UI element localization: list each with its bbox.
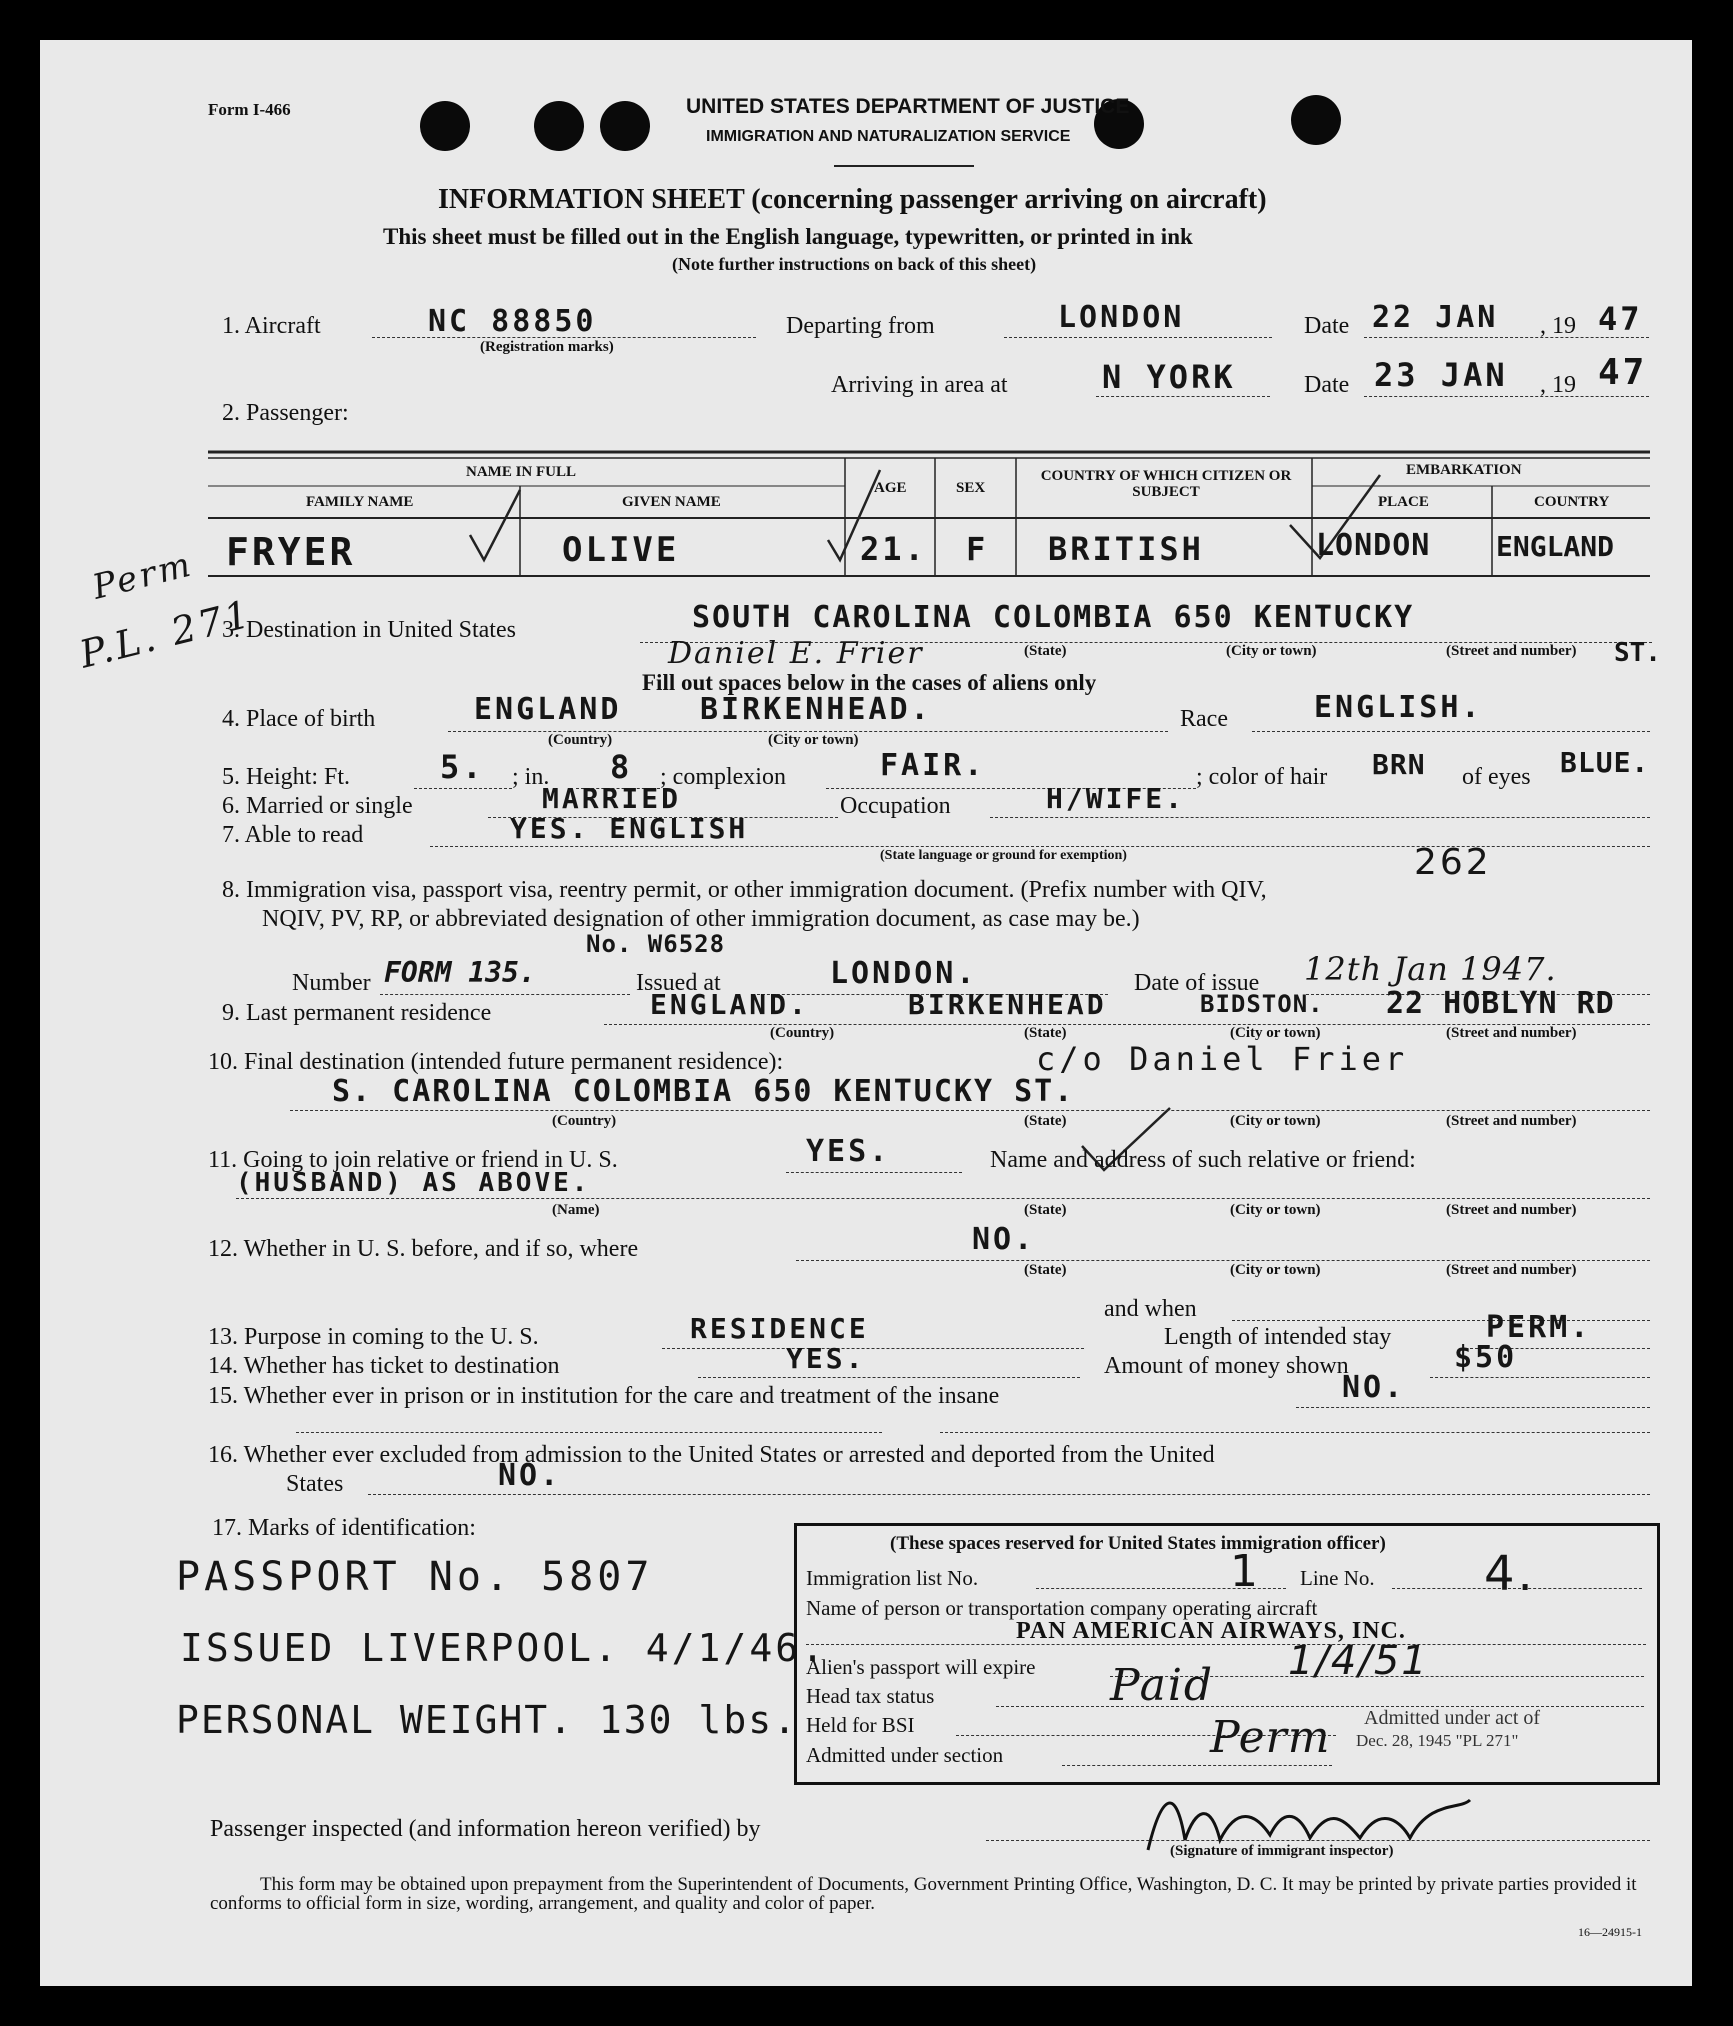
- registration-caption: (Registration marks): [480, 339, 614, 355]
- head-tax-value: Paid: [1110, 1660, 1215, 1711]
- previous-visit-label: 12. Whether in U. S. before, and if so, where: [208, 1236, 639, 1262]
- final-destination-care-of: c/o Daniel Frier: [1036, 1040, 1409, 1078]
- ticket-value: YES.: [786, 1342, 866, 1375]
- document-number-value: FORM 135.: [384, 956, 536, 989]
- stay-label: Length of intended stay: [1164, 1324, 1392, 1350]
- read-label: 7. Able to read: [222, 822, 364, 848]
- age-value: 21.: [860, 530, 927, 568]
- and-when-label: and when: [1104, 1296, 1197, 1322]
- join-relative-label: 11. Going to join relative or friend in U. S.: [208, 1147, 618, 1173]
- residence-street-value: 22 HOBLYN RD: [1386, 986, 1615, 1021]
- occupation-label: Occupation: [840, 793, 951, 819]
- head-tax-label: Head tax status: [806, 1684, 935, 1708]
- arriving-date-value: 23 JAN: [1374, 356, 1508, 394]
- name-in-full-header: NAME IN FULL: [466, 464, 577, 480]
- destination-state-caption: (State): [1024, 643, 1067, 659]
- identification-line-2: ISSUED LIVERPOOL. 4/1/46.: [180, 1626, 827, 1670]
- previous-street-caption: (Street and number): [1446, 1262, 1577, 1278]
- officer-box-header: (These spaces reserved for United States immigration officer): [890, 1533, 1386, 1554]
- birth-city-value: BIRKENHEAD.: [700, 692, 932, 727]
- residence-state-value: BIRKENHEAD: [908, 988, 1107, 1021]
- birth-country-caption: (Country): [548, 732, 613, 748]
- prison-label: 15. Whether ever in prison or in institution for the care and treatment of the insane: [208, 1383, 1000, 1409]
- document-number-line: [380, 994, 630, 995]
- family-name-header: FAMILY NAME: [306, 494, 414, 510]
- admitted-stamp-line-2: Dec. 28, 1945 "PL 271": [1356, 1731, 1519, 1750]
- relative-name-caption: (Name): [552, 1202, 600, 1218]
- admitted-section-label: Admitted under section: [806, 1743, 1004, 1767]
- passport-expire-value: 1/4/51: [1288, 1638, 1429, 1684]
- departing-date-value: 22 JAN: [1372, 300, 1499, 335]
- height-ft-line: [414, 788, 512, 789]
- final-state-caption: (State): [1024, 1113, 1067, 1129]
- page-subtitle: This sheet must be filled out in the English language, typewritten, or printed in ink: [383, 224, 1193, 249]
- head-tax-line: [996, 1706, 1644, 1707]
- destination-value: SOUTH CAROLINA COLOMBIA 650 KENTUCKY: [692, 600, 1415, 635]
- departing-year-prefix: , 19: [1540, 313, 1576, 339]
- margin-note-perm: Perm: [88, 544, 198, 608]
- prison-extra-line-left: [296, 1432, 882, 1433]
- signature-line: [986, 1840, 1650, 1841]
- final-destination-value: S. CAROLINA COLOMBIA 650 KENTUCKY ST.: [332, 1074, 1075, 1109]
- stay-value: PERM.: [1486, 1310, 1592, 1345]
- residence-city-value: BIDSTON.: [1200, 990, 1324, 1018]
- departing-date-label: Date: [1304, 313, 1350, 339]
- issue-date-label: Date of issue: [1134, 970, 1260, 996]
- final-street-caption: (Street and number): [1446, 1113, 1577, 1129]
- previous-visit-value: NO.: [972, 1222, 1036, 1257]
- sex-value: F: [966, 530, 989, 568]
- last-residence-label: 9. Last permanent residence: [222, 1000, 492, 1026]
- destination-city-caption: (City or town): [1226, 643, 1317, 659]
- birthplace-label: 4. Place of birth: [222, 706, 376, 732]
- identification-line-1: PASSPORT No. 5807: [176, 1554, 654, 1600]
- margin-note-pl271: P.L. 271: [75, 591, 257, 677]
- join-relative-value: YES.: [806, 1134, 891, 1169]
- final-destination-label: 10. Final destination (intended future permanent residence):: [208, 1049, 784, 1075]
- issue-date-value: 12th Jan 1947.: [1304, 950, 1557, 988]
- line-number-value: 4.: [1484, 1546, 1536, 1602]
- embark-country-value: ENGLAND: [1496, 530, 1615, 563]
- sex-header: SEX: [956, 480, 986, 496]
- passenger-label: 2. Passenger:: [222, 400, 349, 426]
- excluded-value: NO.: [498, 1458, 562, 1493]
- eyes-label: of eyes: [1462, 764, 1531, 790]
- destination-label: 3. Destination in United States: [222, 617, 516, 643]
- destination-street-caption: (Street and number): [1446, 643, 1577, 659]
- arriving-year: 47: [1598, 352, 1648, 393]
- residence-country-value: ENGLAND.: [650, 988, 809, 1021]
- occupation-value: H/WIFE.: [1046, 782, 1186, 815]
- purpose-value: RESIDENCE: [690, 1312, 869, 1345]
- document-label-2: NQIV, PV, RP, or abbreviated designation of other immigration document, as case may be.): [262, 906, 1140, 932]
- arriving-value: N YORK: [1102, 358, 1236, 396]
- prison-value: NO.: [1342, 1370, 1406, 1405]
- residence-state-caption: (State): [1024, 1025, 1067, 1041]
- company-label: Name of person or transportation company operating aircraft: [806, 1596, 1318, 1620]
- money-line: [1430, 1377, 1650, 1378]
- citizen-header: COUNTRY OF WHICH CITIZEN OR SUBJECT: [1040, 468, 1292, 500]
- document-number-label: Number: [292, 970, 371, 996]
- hair-value: BRN: [1372, 748, 1426, 781]
- departing-year: 47: [1598, 300, 1643, 338]
- admitted-stamp-line-1: Admitted under act of: [1364, 1707, 1541, 1729]
- relative-name-label: Name and address of such relative or friend:: [990, 1147, 1416, 1173]
- excluded-label-2: States: [286, 1471, 344, 1497]
- relative-state-caption: (State): [1024, 1202, 1067, 1218]
- arriving-year-prefix: , 19: [1540, 372, 1576, 398]
- relative-value: (HUSBAND) AS ABOVE.: [236, 1168, 591, 1198]
- issued-at-value: LONDON.: [830, 956, 978, 991]
- join-relative-line: [786, 1172, 962, 1173]
- hair-label: ; color of hair: [1196, 764, 1328, 790]
- departing-value: LONDON: [1058, 300, 1185, 335]
- complexion-value: FAIR.: [880, 748, 986, 783]
- aircraft-label: 1. Aircraft: [222, 313, 321, 339]
- printer-code: 16—24915-1: [1578, 1925, 1642, 1939]
- race-label: Race: [1180, 706, 1228, 732]
- height-in-value: 8: [610, 748, 633, 786]
- instructions-note: (Note further instructions on back of this sheet): [672, 254, 1037, 274]
- height-in-label: ; in.: [512, 764, 550, 790]
- money-label: Amount of money shown: [1104, 1353, 1349, 1379]
- birth-city-caption: (City or town): [768, 732, 859, 748]
- eyes-value: BLUE.: [1560, 746, 1650, 779]
- final-city-caption: (City or town): [1230, 1113, 1321, 1129]
- arriving-date-label: Date: [1304, 372, 1350, 398]
- identification-line-3: PERSONAL WEIGHT. 130 lbs.: [176, 1698, 798, 1742]
- issued-at-label: Issued at: [636, 970, 721, 996]
- identification-label: 17. Marks of identification:: [212, 1515, 476, 1541]
- read-caption: (State language or ground for exemption): [880, 848, 1127, 863]
- embarkation-header: EMBARKATION: [1406, 462, 1522, 478]
- ticket-label: 14. Whether has ticket to destination: [208, 1353, 560, 1379]
- height-ft-value: 5.: [440, 748, 485, 786]
- list-number-label: Immigration list No.: [806, 1566, 979, 1590]
- residence-street-caption: (Street and number): [1446, 1025, 1577, 1041]
- company-line: [806, 1644, 1646, 1645]
- document-number-extra: No. W6528: [586, 930, 726, 958]
- given-name-header: GIVEN NAME: [622, 494, 721, 510]
- age-header: AGE: [874, 480, 907, 496]
- occupation-line: [990, 817, 1650, 818]
- residence-city-caption: (City or town): [1230, 1025, 1321, 1041]
- excluded-label: 16. Whether ever excluded from admission to the United States or arrested and deported from the United: [208, 1442, 1215, 1468]
- destination-st: ST.: [1614, 638, 1661, 668]
- excluded-line: [368, 1494, 1650, 1495]
- footer-note: This form may be obtained upon prepayment from the Superintendent of Documents, Government Printing Office, Washington, D. C. It may be printed by private parties provided it conforms to official form in size, wording, arrangement, and quality and color of paper.: [210, 1874, 1637, 1914]
- admitted-section-value: Perm: [1210, 1712, 1331, 1763]
- signature-caption: (Signature of immigrant inspector): [1170, 1843, 1394, 1859]
- relative-city-caption: (City or town): [1230, 1202, 1321, 1218]
- destination-care-of: Daniel E. Frier: [668, 636, 924, 671]
- purpose-label: 13. Purpose in coming to the U. S.: [208, 1324, 539, 1350]
- relative-street-caption: (Street and number): [1446, 1202, 1577, 1218]
- race-value: ENGLISH.: [1314, 690, 1483, 725]
- read-value: YES. ENGLISH: [510, 812, 749, 845]
- embark-country-header: COUNTRY: [1534, 494, 1610, 510]
- ticket-line: [698, 1377, 1080, 1378]
- list-number-value: 1: [1230, 1546, 1261, 1597]
- arriving-label: Arriving in area at: [831, 372, 1008, 398]
- previous-state-caption: (State): [1024, 1262, 1067, 1278]
- aircraft-value: NC 88850: [428, 304, 597, 339]
- aliens-only-note: Fill out spaces below in the cases of aliens only: [642, 670, 1097, 695]
- passport-expire-label: Alien's passport will expire: [806, 1655, 1036, 1679]
- final-destination-line: [290, 1110, 1650, 1111]
- residence-country-caption: (Country): [770, 1025, 835, 1041]
- marital-value: MARRIED: [542, 782, 682, 815]
- marital-label: 6. Married or single: [222, 793, 413, 819]
- held-bsi-label: Held for BSI: [806, 1713, 915, 1737]
- complexion-label: ; complexion: [660, 764, 786, 790]
- birth-country-value: ENGLAND: [474, 692, 622, 727]
- family-name-value: FRYER: [226, 530, 356, 574]
- previous-city-caption: (City or town): [1230, 1262, 1321, 1278]
- document-label: 8. Immigration visa, passport visa, reentry permit, or other immigration document. (Prefix number with QIV,: [222, 877, 1267, 903]
- citizen-value: BRITISH: [1048, 530, 1204, 568]
- prison-line: [1296, 1407, 1650, 1408]
- service-heading: IMMIGRATION AND NATURALIZATION SERVICE: [706, 128, 1071, 145]
- race-line: [1252, 731, 1650, 732]
- line-number-label: Line No.: [1300, 1566, 1375, 1590]
- final-country-caption: (Country): [552, 1113, 617, 1129]
- inspected-label: Passenger inspected (and information hereon verified) by: [210, 1816, 761, 1842]
- document-annotation: 262: [1414, 842, 1492, 883]
- page-title: INFORMATION SHEET (concerning passenger arriving on aircraft): [438, 184, 1267, 215]
- purpose-line: [662, 1348, 1084, 1349]
- prison-extra-line-right: [940, 1432, 1650, 1433]
- relative-line: [236, 1198, 1650, 1199]
- department-heading: UNITED STATES DEPARTMENT OF JUSTICE: [686, 95, 1130, 118]
- previous-visit-line: [796, 1260, 1650, 1261]
- place-header: PLACE: [1378, 494, 1429, 510]
- money-value: $50: [1454, 1340, 1518, 1375]
- embark-place-value: LONDON: [1316, 528, 1431, 563]
- height-label: 5. Height: Ft.: [222, 764, 351, 790]
- admitted-section-line: [1062, 1765, 1332, 1766]
- company-value: PAN AMERICAN AIRWAYS, INC.: [1016, 1618, 1406, 1644]
- departing-label: Departing from: [786, 313, 935, 339]
- form-id: Form I-466: [208, 100, 291, 119]
- given-name-value: OLIVE: [562, 530, 680, 570]
